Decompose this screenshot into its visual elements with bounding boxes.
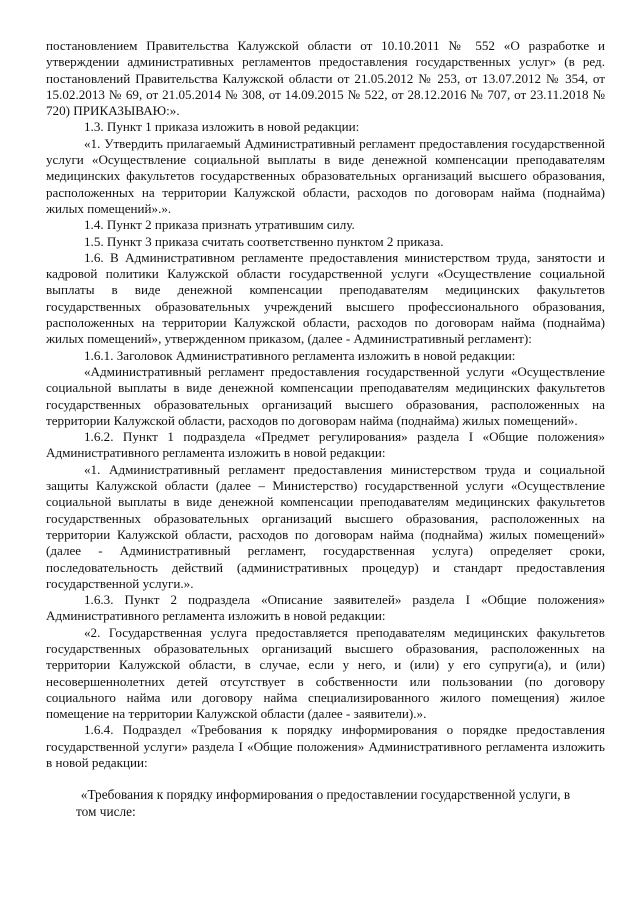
paragraph-1-6-2: 1.6.2. Пункт 1 подраздела «Предмет регулирования» раздела I «Общие положения» Административного регламента изложить в новой редакции: [46, 429, 605, 461]
paragraph-preamble-continuation: постановлением Правительства Калужской области от 10.10.2011 № 552 «О разработке и утверждении административных регламентов предоставления государственных услуг» (в ред. постановлений Правительства Калужской области от 21.05.2012 № 253, от 13.07.2012 № 354, от 15.02.2013 № 69, от 21.05.2014 № 308, от 14.09.2015 № 522, от 28.12.2016 № 707, от 23.11.2018 № 720) ПРИКАЗЫВАЮ:». [46, 38, 605, 119]
paragraph-1-6: 1.6. В Административном регламенте предоставления министерством труда, занятости и кадровой политики Калужской области государственной услуги «Осуществление социальной выплаты в виде денежной компенсации преподавателям медицинских факультетов государственных образовательных учреждений высшего профессионального образования, расположенных на территории Калужской области, расходов по договорам найма (поднайма) жилых помещений», утвержденном приказом, (далее - Административный регламент): [46, 249, 605, 347]
paragraph-1-5: 1.5. Пункт 3 приказа считать соответственно пунктом 2 приказа. [84, 233, 444, 249]
paragraph-1-3: 1.3. Пункт 1 приказа изложить в новой редакции: [84, 119, 360, 135]
section-heading-informing-requirements: «Требования к порядку информирования о предоставлении государственной услуги, в том числе: [76, 787, 571, 819]
paragraph-1-6-1: 1.6.1. Заголовок Административного регламента изложить в новой редакции: [84, 347, 516, 363]
paragraph-1-6-4: 1.6.4. Подраздел «Требования к порядку информирования о порядке предоставления государственной услуги» раздела I «Общие положения» Административного регламента изложить в новой редакции: [46, 722, 605, 771]
paragraph-1-6-3-text: «2. Государственная услуга предоставляется преподавателям медицинских факультетов государственных образовательных организаций высшего образования, расположенных на территории Калужской области, в случае, если у него, и (или) у его супруги(а), и (или) несовершеннолетних детей отсутствует в собственности или пользовании (по договору социального найма или договору найма специализированного жилого помещения) жилое помещение на территории Калужской области (далее - заявители).». [46, 624, 605, 722]
paragraph-1-6-1-text: «Административный регламент предоставления государственной услуги «Осуществление социальной выплаты в виде денежной компенсации преподавателям медицинских факультетов государственных образовательных организаций высшего образования, расположенных на территории Калужской области, расходов по договорам найма (поднайма) жилых помещений». [46, 363, 605, 428]
paragraph-1-3-text: «1. Утвердить прилагаемый Административный регламент предоставления государственной услуги «Осуществление социальной выплаты в виде денежной компенсации преподавателям медицинских факультетов государственных образовательных организаций высшего образования, расположенных на территории Калужской области, расходов по договорам найма (поднайма) жилых помещений».». [46, 135, 605, 216]
paragraph-1-4: 1.4. Пункт 2 приказа признать утратившим силу. [84, 217, 355, 233]
paragraph-1-6-3: 1.6.3. Пункт 2 подраздела «Описание заявителей» раздела I «Общие положения» Административного регламента изложить в новой редакции: [46, 592, 605, 624]
paragraph-1-6-2-text: «1. Административный регламент предоставления министерством труда и социальной защиты Калужской области (далее – Министерство) государственной услуги «Осуществление социальной выплаты в виде денежной компенсации преподавателям медицинских факультетов государственных образовательных организаций высшего образования, расположенных на территории Калужской области, расходов по договорам найма (поднайма) жилых помещений» (далее - Административный регламент, государственная услуга) определяет сроки, последовательность действий (административных процедур) и стандарт предоставления государственной услуги.». [46, 461, 605, 591]
